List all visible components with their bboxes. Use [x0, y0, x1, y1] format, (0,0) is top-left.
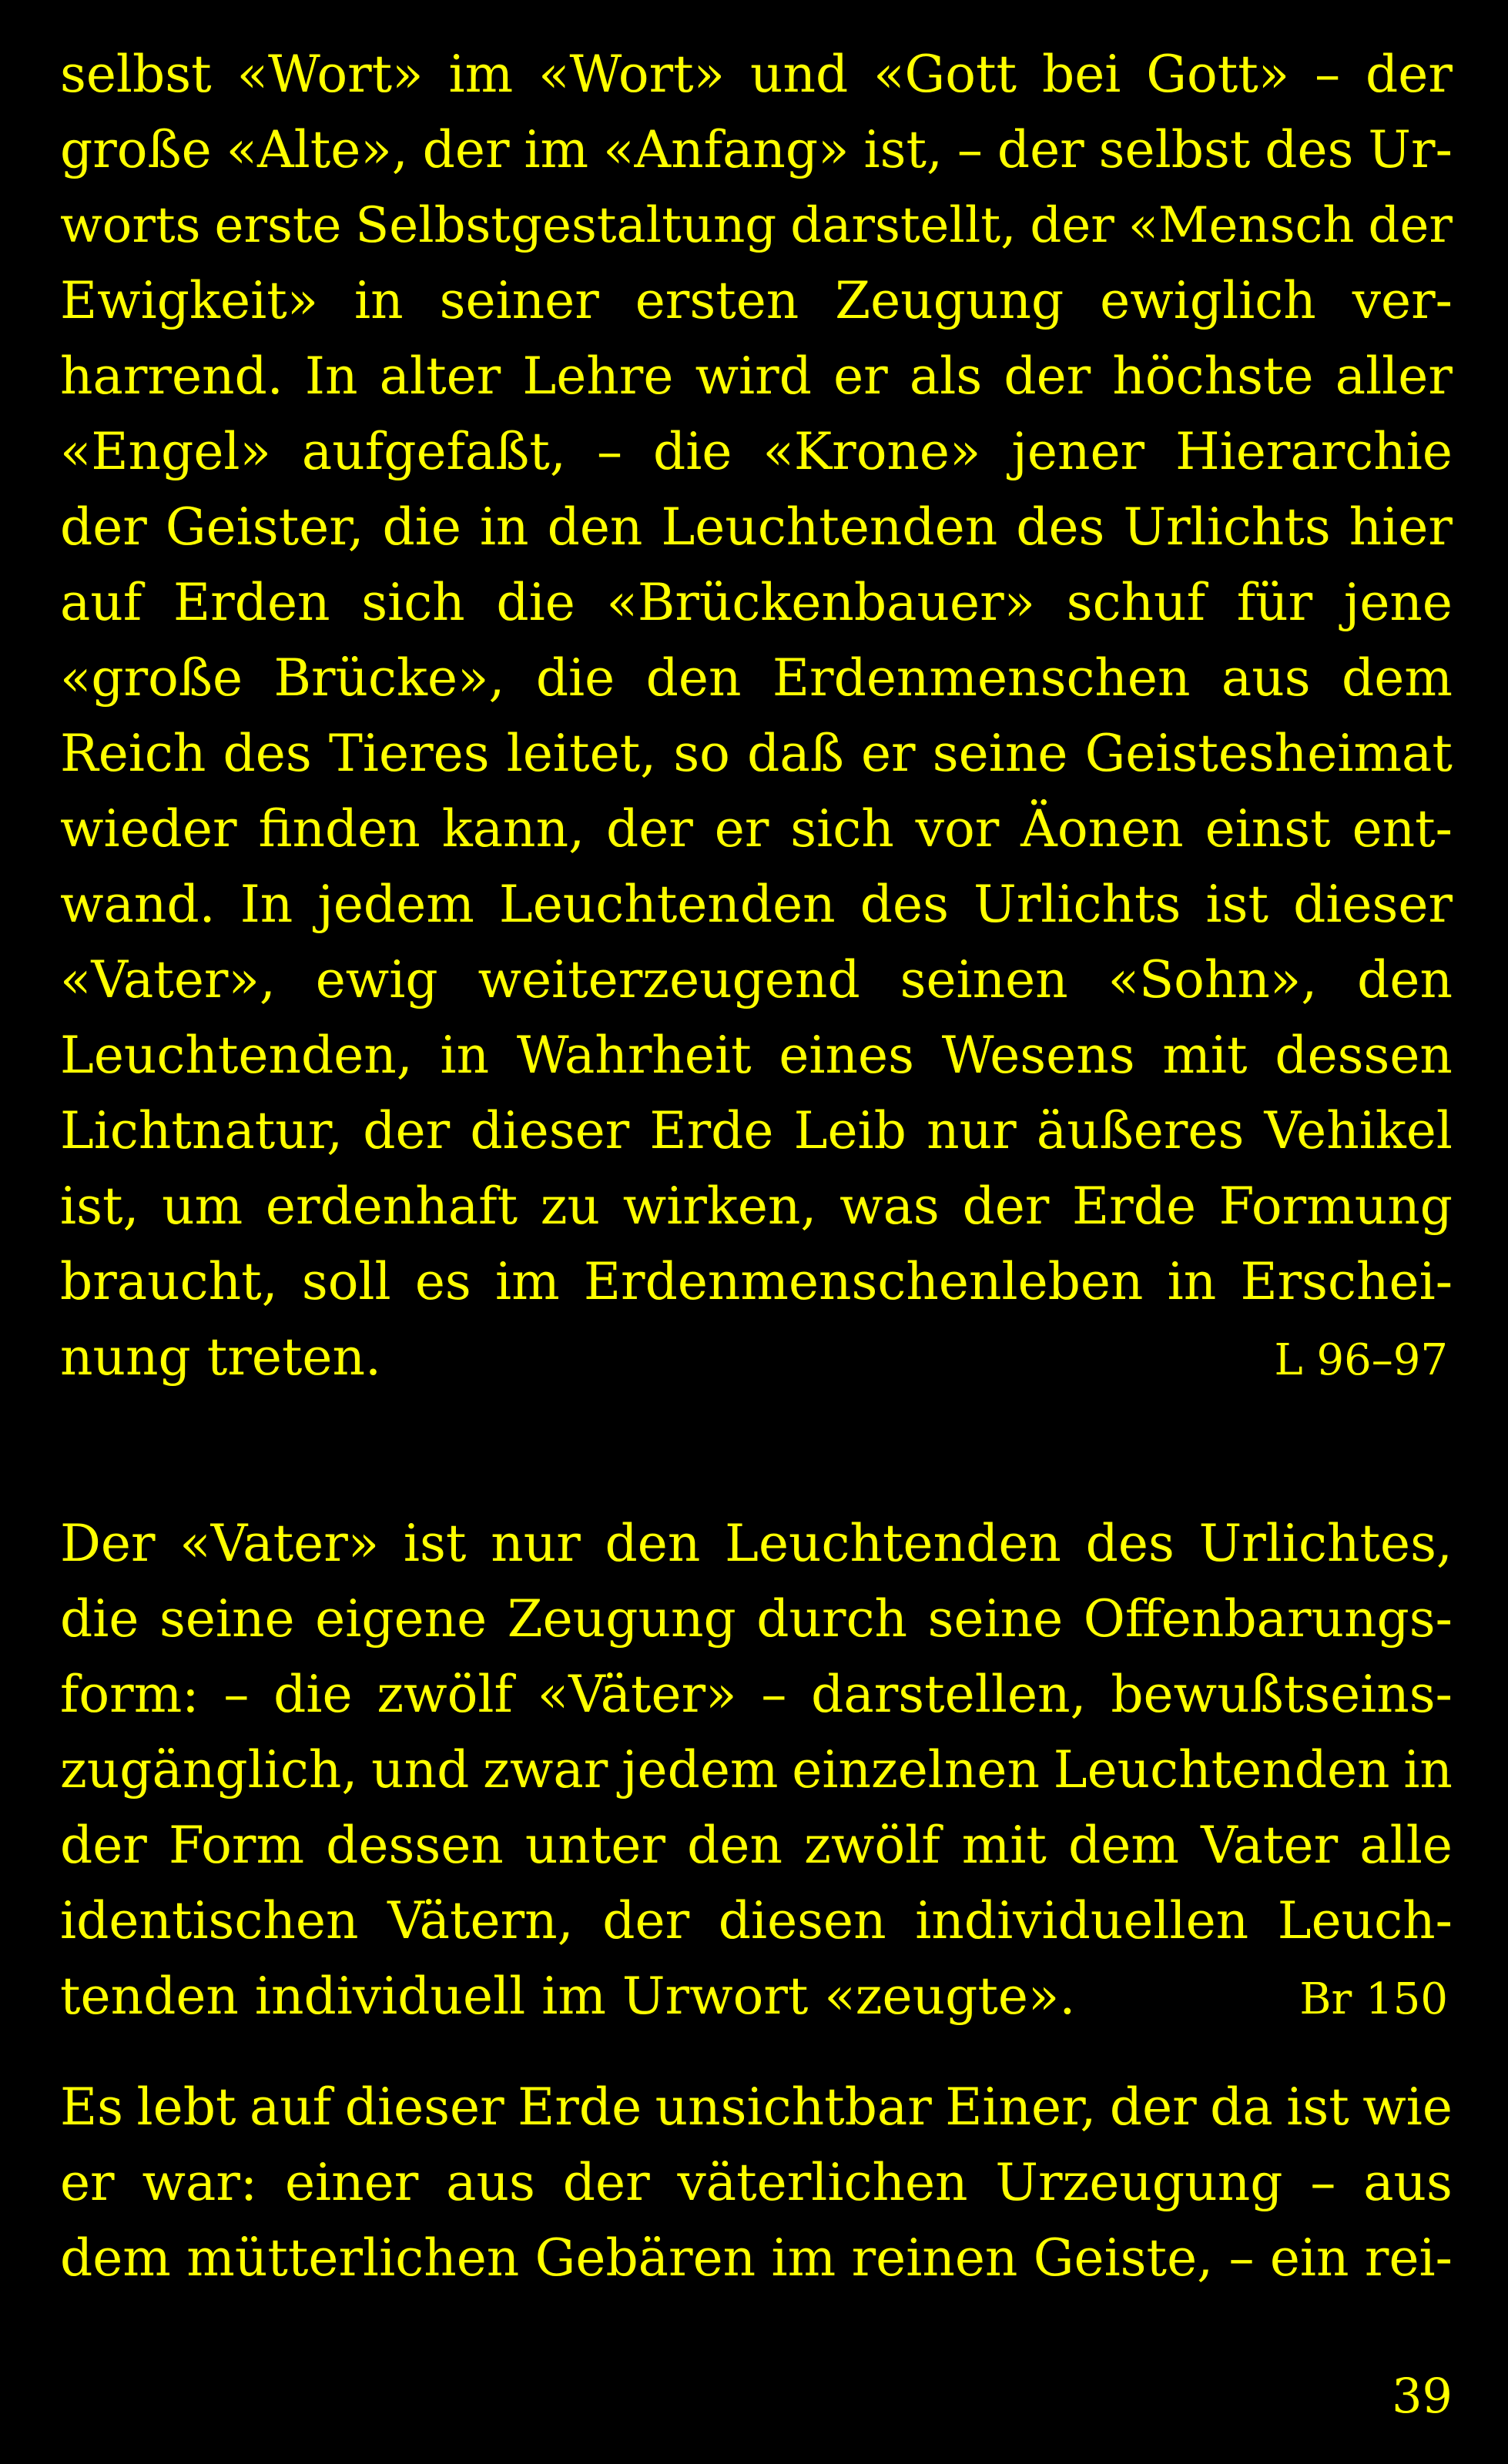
word: erdenhaft	[265, 1177, 518, 1236]
word: Geiste,	[1033, 2228, 1214, 2288]
word: schuf	[1066, 573, 1205, 632]
word: unsichtbar	[655, 2077, 932, 2137]
word: aller	[1335, 346, 1453, 406]
word: einst	[1205, 799, 1331, 859]
word: Erde	[1071, 1177, 1197, 1236]
word: mit	[961, 1816, 1047, 1875]
text-line	[60, 1244, 1453, 1320]
source-reference: L 96–97	[1274, 1335, 1448, 1385]
word: –	[596, 422, 622, 481]
word: reinen	[851, 2228, 1018, 2288]
word: dessen	[1275, 1026, 1453, 1085]
word: eigene	[315, 1589, 488, 1649]
word: des	[1265, 120, 1354, 179]
word: die	[496, 573, 575, 632]
word: seine	[932, 724, 1068, 783]
word: zu	[540, 1177, 601, 1236]
word: ist,	[60, 1177, 139, 1236]
last-line-text: nung treten.	[60, 1327, 381, 1387]
word: ent-	[1352, 799, 1453, 859]
word: «Anfang»	[603, 120, 850, 179]
word: der	[1368, 197, 1453, 254]
word: daß	[747, 724, 844, 783]
word: nur	[927, 1101, 1017, 1160]
word: als	[909, 346, 983, 406]
word: Wahrheit	[516, 1026, 752, 1085]
text-line	[60, 1732, 1453, 1808]
word: zwölf	[804, 1816, 940, 1875]
word: worts	[60, 197, 201, 254]
word: wird	[695, 346, 812, 406]
word: selbst	[60, 45, 212, 104]
text-line	[60, 867, 1453, 942]
word: er	[60, 2153, 115, 2212]
word: die	[60, 1589, 139, 1649]
word: Brücke»,	[273, 648, 505, 708]
word: ver-	[1352, 271, 1453, 330]
word: –	[761, 1665, 787, 1724]
book-page	[60, 37, 1453, 2432]
word: bei	[1041, 45, 1121, 104]
word: lebt	[136, 2077, 236, 2137]
text-line	[60, 2070, 1453, 2145]
word: Urlichtes,	[1198, 1514, 1453, 1573]
word: Vätern,	[387, 1891, 574, 1950]
word: er	[833, 346, 888, 406]
word: in	[1403, 1740, 1453, 1799]
word: Formung	[1218, 1177, 1453, 1236]
word: die	[535, 648, 615, 708]
word: aus	[446, 2153, 535, 2212]
word: In	[240, 875, 293, 934]
word: finden	[258, 799, 421, 859]
word: dessen	[326, 1816, 504, 1875]
text-line	[60, 1883, 1453, 1959]
word: einer	[285, 2153, 419, 2212]
word: Leuchtenden	[661, 497, 998, 557]
word: alle	[1359, 1816, 1453, 1875]
word: «Krone»	[762, 422, 981, 481]
word: die	[652, 422, 732, 481]
word: «Wort»	[236, 45, 424, 104]
word: zwölf	[377, 1665, 513, 1724]
word: «Gott	[873, 45, 1017, 104]
last-text-line	[60, 1959, 1453, 2034]
word: aus	[1363, 2153, 1453, 2212]
text-line	[60, 37, 1453, 112]
word: große	[60, 120, 212, 179]
word: auf	[60, 573, 142, 632]
word: jedem	[622, 1740, 779, 1799]
word: –	[957, 120, 983, 179]
word: Erde	[649, 1101, 774, 1160]
text-line	[60, 490, 1453, 565]
paragraph-3	[60, 2070, 1453, 2296]
word: und	[371, 1740, 470, 1799]
source-reference: Br 150	[1299, 1974, 1448, 2024]
word: Urlichts	[973, 875, 1181, 934]
word: ersten	[635, 271, 799, 330]
word: «Alte»,	[226, 120, 408, 179]
word: den	[645, 648, 742, 708]
word: Lehre	[522, 346, 674, 406]
word: väterlichen	[677, 2153, 968, 2212]
word: der	[605, 799, 693, 859]
word: Offenbarungs-	[1083, 1589, 1453, 1649]
text-line	[60, 641, 1453, 716]
word: Reich	[60, 724, 206, 783]
word: er	[714, 799, 769, 859]
word: Gott»	[1146, 45, 1290, 104]
word: des	[1085, 1514, 1175, 1573]
word: da	[1210, 2077, 1273, 2137]
word: «Vater»	[179, 1514, 380, 1573]
word: durch	[756, 1589, 908, 1649]
word: wand.	[60, 875, 216, 934]
word: kann,	[441, 799, 585, 859]
word: auf	[249, 2077, 332, 2137]
word: aufgefaßt,	[301, 422, 566, 481]
word: höchste	[1112, 346, 1314, 406]
word: in	[479, 497, 529, 557]
word: die	[382, 497, 461, 557]
paragraph-1	[60, 37, 1453, 1395]
word: «Väter»	[537, 1665, 737, 1724]
word: Leuchtenden	[725, 1514, 1061, 1573]
word: Geister,	[165, 497, 364, 557]
word: Es	[60, 2077, 124, 2137]
word: dem	[1342, 648, 1453, 708]
word: zugänglich,	[60, 1740, 358, 1799]
word: wie	[1362, 2077, 1453, 2137]
word: «Wort»	[538, 45, 726, 104]
word: dem	[60, 2228, 171, 2288]
word: Vehikel	[1264, 1101, 1453, 1160]
word: im	[771, 2228, 836, 2288]
word: Hierarchie	[1175, 422, 1453, 481]
word: unter	[524, 1816, 666, 1875]
word: der	[363, 1101, 451, 1160]
word: im	[494, 1252, 560, 1311]
word: braucht,	[60, 1252, 278, 1311]
paragraph-2	[60, 1506, 1453, 2034]
word: –	[223, 1665, 250, 1724]
word: seinen	[900, 950, 1068, 1009]
text-line	[60, 339, 1453, 414]
text-line	[60, 792, 1453, 867]
text-line	[60, 1018, 1453, 1093]
word: seine	[927, 1589, 1064, 1649]
word: der	[1004, 346, 1091, 406]
word: «Sohn»,	[1108, 950, 1318, 1009]
word: nur	[491, 1514, 581, 1573]
text-line	[60, 2221, 1453, 2296]
word: ist	[403, 1514, 467, 1573]
word: Erde	[518, 2077, 642, 2137]
word: Leuchtenden,	[60, 1026, 413, 1085]
word: Erschei-	[1240, 1252, 1453, 1311]
word: mit	[1162, 1026, 1248, 1085]
word: so	[673, 724, 730, 783]
word: der	[962, 1177, 1050, 1236]
word: jedem	[317, 875, 474, 934]
word: ist	[1286, 2077, 1349, 2137]
text-line	[60, 414, 1453, 490]
word: des	[1016, 497, 1105, 557]
word: der	[60, 1816, 147, 1875]
word: er	[860, 724, 916, 783]
word: jene	[1343, 573, 1453, 632]
word: Leuch-	[1277, 1891, 1453, 1950]
text-line	[60, 1657, 1453, 1732]
word: des	[223, 724, 312, 783]
word: ewiglich	[1100, 271, 1316, 330]
word: Leuchtenden	[498, 875, 836, 934]
last-line-text: tenden individuell im Urwort «zeugte».	[60, 1967, 1076, 2026]
word: in	[1167, 1252, 1217, 1311]
word: Ur-	[1368, 120, 1453, 179]
word: rei-	[1364, 2228, 1453, 2288]
word: für	[1236, 573, 1313, 632]
word: der	[562, 2153, 650, 2212]
word: ewig	[315, 950, 438, 1009]
word: Gebären	[535, 2228, 756, 2288]
word: der	[60, 497, 147, 557]
word: der	[602, 1891, 690, 1950]
last-text-line	[60, 1320, 1453, 1395]
word: dem	[1068, 1816, 1179, 1875]
word: soll	[301, 1252, 391, 1311]
word: Form	[168, 1816, 305, 1875]
word: ein	[1269, 2228, 1349, 2288]
word: Der	[60, 1514, 156, 1573]
word: der	[422, 120, 510, 179]
word: –	[1315, 45, 1341, 104]
word: den	[1357, 950, 1453, 1009]
word: was	[839, 1177, 940, 1236]
word: alter	[379, 346, 501, 406]
word: die	[273, 1665, 353, 1724]
text-line	[60, 112, 1453, 188]
word: dieser	[470, 1101, 630, 1160]
word: –	[1310, 2153, 1336, 2212]
text-line	[60, 1093, 1453, 1169]
text-line	[60, 1506, 1453, 1582]
word: dieser	[344, 2077, 504, 2137]
word: es	[414, 1252, 471, 1311]
word: «Vater»,	[60, 950, 276, 1009]
word: bewußtseins-	[1111, 1665, 1453, 1724]
word: harrend.	[60, 346, 283, 406]
word: der	[1109, 2077, 1197, 2137]
word: form:	[60, 1665, 199, 1724]
word: Urzeugung	[995, 2153, 1283, 2212]
word: Zeugung	[507, 1589, 736, 1649]
text-line	[60, 942, 1453, 1018]
word: Erden	[173, 573, 330, 632]
word: darstellt,	[790, 197, 1017, 254]
word: der	[997, 120, 1084, 179]
text-line	[60, 263, 1453, 339]
word: eines	[779, 1026, 914, 1085]
word: Vater	[1201, 1816, 1339, 1875]
word: Urlichts	[1123, 497, 1331, 557]
word: Erdenmenschen	[772, 648, 1191, 708]
word: erste	[214, 197, 342, 254]
word: jener	[1011, 422, 1145, 481]
word: in	[440, 1026, 490, 1085]
word: seiner	[439, 271, 599, 330]
word: war:	[142, 2153, 258, 2212]
word: Erdenmenschenleben	[583, 1252, 1144, 1311]
word: Geistesheimat	[1084, 724, 1453, 783]
word: diesen	[718, 1891, 886, 1950]
word: identischen	[60, 1891, 359, 1950]
word: um	[162, 1177, 243, 1236]
text-line	[60, 716, 1453, 792]
word: individuellen	[915, 1891, 1249, 1950]
word: ist	[1205, 875, 1268, 934]
word: und	[749, 45, 849, 104]
text-line	[60, 1582, 1453, 1657]
word: ist,	[863, 120, 943, 179]
word: darstellen,	[811, 1665, 1087, 1724]
word: den	[605, 1514, 701, 1573]
word: leitet,	[506, 724, 657, 783]
word: den	[547, 497, 643, 557]
word: In	[304, 346, 358, 406]
word: Tieres	[328, 724, 490, 783]
page-number: 39	[1392, 2368, 1453, 2424]
word: weiterzeugend	[478, 950, 860, 1009]
text-line	[60, 188, 1453, 263]
word: hier	[1349, 497, 1453, 557]
word: Ewigkeit»	[60, 271, 319, 330]
word: Lichtnatur,	[60, 1101, 343, 1160]
word: wieder	[60, 799, 237, 859]
word: Wesens	[941, 1026, 1135, 1085]
text-line	[60, 565, 1453, 641]
word: «Brückenbauer»	[606, 573, 1036, 632]
word: seine	[159, 1589, 295, 1649]
word: aus	[1221, 648, 1311, 708]
word: wirken,	[622, 1177, 817, 1236]
word: äußeres	[1036, 1101, 1245, 1160]
word: –	[1228, 2228, 1255, 2288]
word: Selbstgestaltung	[355, 197, 777, 254]
word: der	[1030, 197, 1114, 254]
word: im	[524, 120, 589, 179]
word: Äonen	[1020, 799, 1184, 859]
word: Leib	[793, 1101, 906, 1160]
text-line	[60, 1169, 1453, 1244]
word: des	[860, 875, 949, 934]
text-line	[60, 2145, 1453, 2221]
word: vor	[915, 799, 1000, 859]
word: zwar	[483, 1740, 608, 1799]
word: Zeugung	[835, 271, 1064, 330]
text-line	[60, 1808, 1453, 1883]
word: mütterlichen	[186, 2228, 520, 2288]
word: selbst	[1098, 120, 1251, 179]
word: sich	[790, 799, 894, 859]
word: der	[1366, 45, 1453, 104]
word: Leuchtenden	[1053, 1740, 1390, 1799]
word: «große	[60, 648, 243, 708]
word: «Mensch	[1128, 197, 1355, 254]
word: im	[448, 45, 514, 104]
word: sich	[361, 573, 465, 632]
word: dieser	[1293, 875, 1453, 934]
word: einzelnen	[792, 1740, 1040, 1799]
word: «Engel»	[60, 422, 271, 481]
word: den	[687, 1816, 782, 1875]
word: in	[354, 271, 404, 330]
word: Einer,	[945, 2077, 1097, 2137]
